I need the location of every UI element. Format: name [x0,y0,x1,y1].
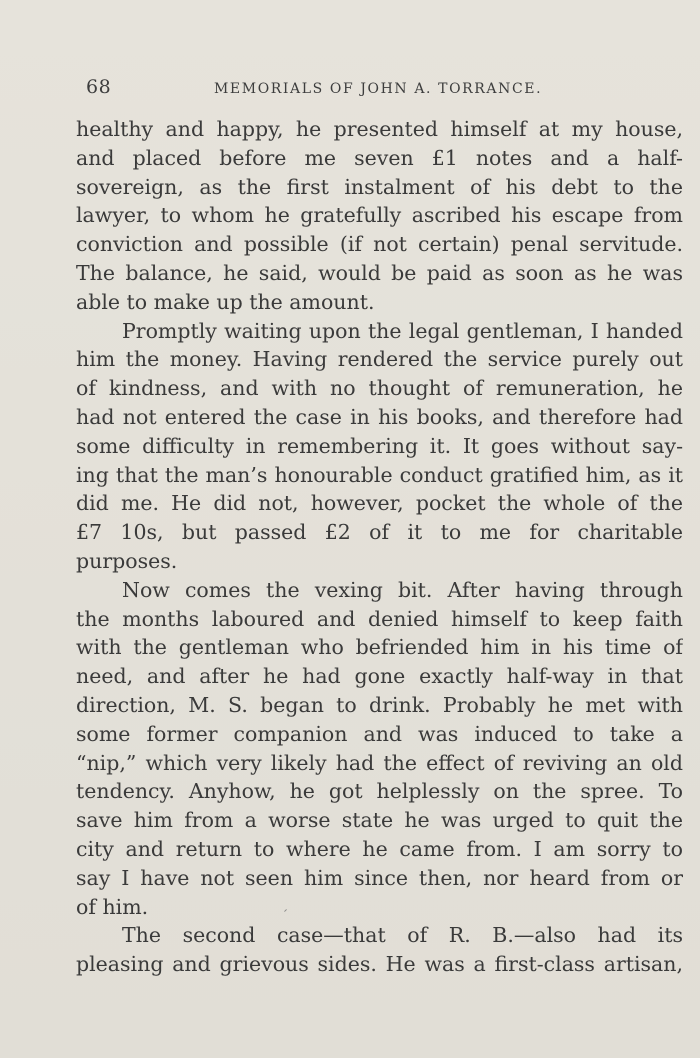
text-line: of kindness, and with no thought of remuneration, he [76,376,683,401]
text-line: The second case—that of R. B.—also had its [122,923,683,948]
running-head [86,76,670,104]
text-line: and placed before me seven £1 notes and a half- [76,145,683,170]
text-line: save him from a worse state he was urged to quit the [76,808,683,833]
text-line: say I have not seen him since then, nor heard from or [76,865,683,890]
page-number: 68 [86,76,112,98]
text-line: Promptly waiting upon the legal gentleman, I handed [122,318,683,343]
text-line: need, and after he had gone exactly half-way in that [76,664,683,689]
text-line: some difficulty in remembering it. It goes without say- [76,433,683,458]
text-line: the months laboured and denied himself to keep faith [76,606,683,631]
text-line: lawyer, to whom he gratefully ascribed his escape from [76,203,683,228]
text-line: direction, M. S. began to drink. Probably he met with [76,692,683,717]
text-line: able to make up the amount. [76,289,375,314]
text-line: healthy and happy, he presented himself at my house, [76,117,683,141]
text-line: £7 10s, but passed £2 of it to me for charitable [76,520,683,545]
text-line: him the money. Having rendered the service purely out [76,347,683,372]
text-line: The balance, he said, would be paid as soon as he was [76,260,683,285]
text-line: ing that the man’s honourable conduct gratified him, as it [76,462,683,487]
running-title: MEMORIALS OF JOHN A. TORRANCE. [214,81,543,97]
text-line: conviction and possible (if not certain) penal servitude. [76,232,683,257]
text-line: “nip,” which very likely had the effect of reviving an old [76,750,683,775]
text-line: some former companion and was induced to take a [76,721,683,746]
body-text [76,115,683,979]
text-line: purposes. [76,548,178,573]
text-line: city and return to where he came from. I am sorry to [76,836,683,861]
text-line: Now comes the vexing bit. After having through [122,577,683,602]
text-line: with the gentleman who befriended him in his time of [76,635,683,660]
text-line: pleasing and grievous sides. He was a first-class artisan, [76,952,683,977]
text-line: sovereign, as the first instalment of his debt to the [76,174,683,199]
text-line: of him. [76,894,149,919]
text-line: tendency. Anyhow, he got helplessly on the spree. To [76,779,683,804]
text-line: did me. He did not, however, pocket the whole of the [76,491,683,516]
text-line: had not entered the case in his books, and therefore had [76,404,683,429]
